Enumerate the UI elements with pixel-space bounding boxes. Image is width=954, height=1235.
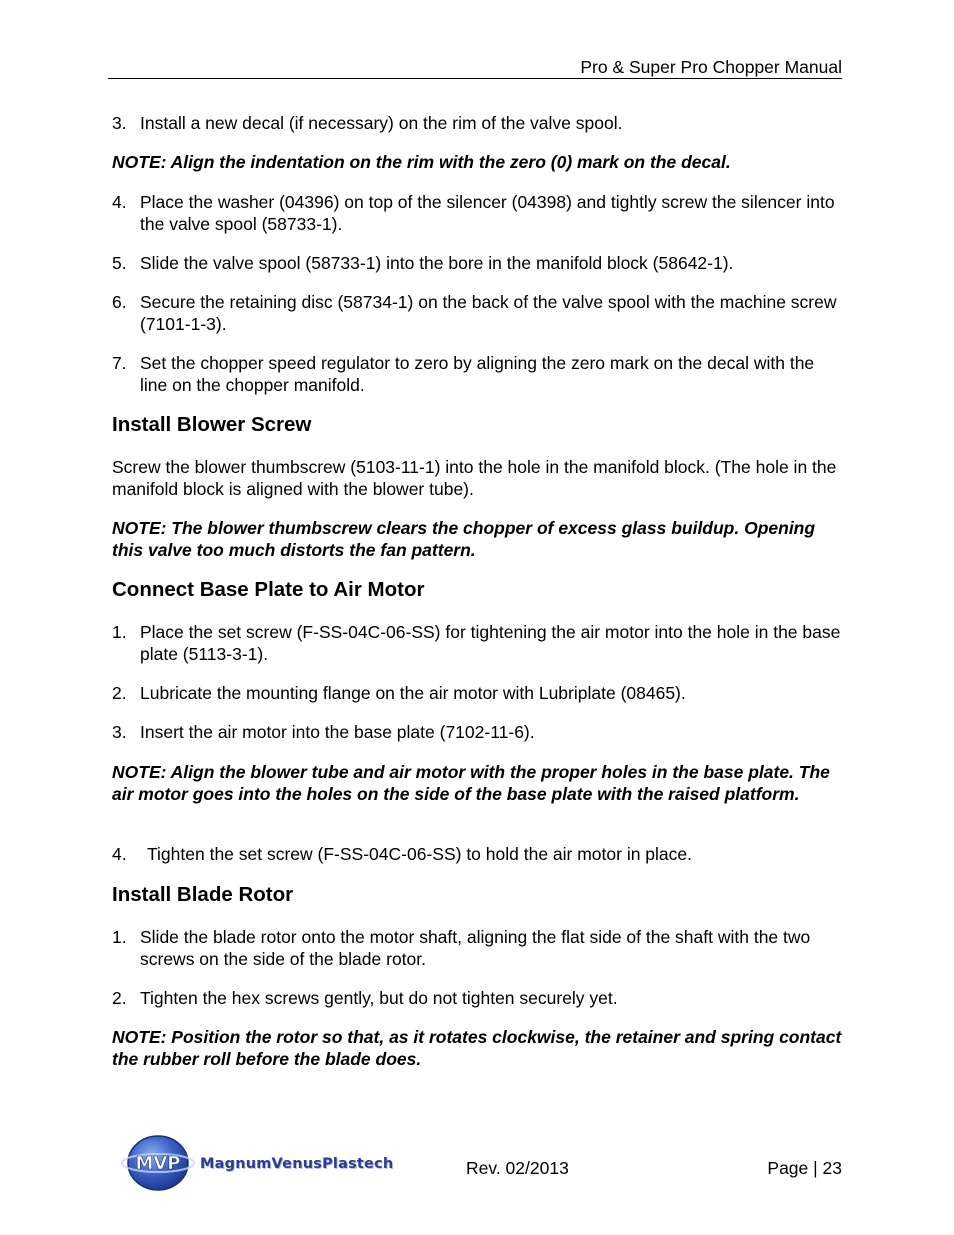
list-item-text: Slide the valve spool (58733-1) into the bore in the manifold block (58642-1). [140,253,734,273]
list-item-text: Insert the air motor into the base plate (7102-11-6). [140,722,535,742]
list-item-number: 3. [112,113,127,133]
heading-install-blower-screw: Install Blower Screw [112,413,312,436]
list-item [112,621,842,665]
list-item [112,352,842,396]
list-item-number: 2. [112,988,127,1008]
logo-wordmark: MagnumVenusPlastech [200,1156,394,1172]
list-item-text: Set the chopper speed regulator to zero by aligning the zero mark on the decal with the line on the chopper manifold. [140,353,815,395]
list-item-text: Secure the retaining disc (58734-1) on the back of the valve spool with the machine screw (7101-1-3). [140,292,837,334]
list-item [112,987,842,1009]
list-item [112,926,842,970]
list-item-number: 4. [112,844,127,864]
list-item-text: Place the washer (04396) on top of the silencer (04398) and tightly screw the silencer into the valve spool (58733-1). [140,192,835,234]
logo-mark-text: MVP [135,1153,181,1174]
list-item [112,252,842,274]
list-item-text: Install a new decal (if necessary) on the rim of the valve spool. [140,113,623,133]
list-item-text: Place the set screw (F-SS-04C-06-SS) for tightening the air motor into the hole in the base plate (5113-3-1). [140,622,841,664]
footer-revision: Rev. 02/2013 [466,1158,569,1178]
list-item [112,721,842,743]
list-item-number: 5. [112,253,127,273]
heading-install-blade-rotor: Install Blade Rotor [112,883,294,906]
note-blower-tube-alignment: NOTE: Align the blower tube and air motor with the proper holes in the base plate. The air motor goes into the holes on the side of the base plate with the raised platform. [112,762,830,804]
list-item-number: 7. [112,353,127,373]
list-item-number: 6. [112,292,127,312]
list-item [112,682,842,704]
list-item-number: 4. [112,192,127,212]
list-item-number: 2. [112,683,127,703]
list-item [112,291,842,335]
heading-connect-base-plate: Connect Base Plate to Air Motor [112,578,425,601]
note-align-indentation: NOTE: Align the indentation on the rim with the zero (0) mark on the decal. [112,152,731,172]
list-item-number: 1. [112,927,127,947]
list-item-number: 3. [112,722,127,742]
list-item [112,191,842,235]
note-rotor-position: NOTE: Position the rotor so that, as it rotates clockwise, the retainer and spring contact the rubber roll before the blade does. [112,1027,842,1069]
list-item-number: 1. [112,622,127,642]
company-logo [118,1132,408,1194]
list-item-text: Tighten the hex screws gently, but do not tighten securely yet. [140,988,618,1008]
mvp-logo-icon [118,1132,198,1194]
list-item-text: Lubricate the mounting flange on the air motor with Lubriplate (08465). [140,683,686,703]
list-item [112,112,842,134]
list-item [112,843,842,865]
header-rule [108,78,842,79]
header-title: Pro & Super Pro Chopper Manual [580,57,842,77]
list-item-text: Tighten the set screw (F-SS-04C-06-SS) to hold the air motor in place. [147,844,692,864]
footer-page-number: Page | 23 [767,1158,842,1178]
note-blower-thumbscrew: NOTE: The blower thumbscrew clears the chopper of excess glass buildup. Opening this valve too much distorts the fan pattern. [112,518,816,560]
blower-paragraph: Screw the blower thumbscrew (5103-11-1) into the hole in the manifold block. (The hole in the manifold block is aligned with the blower tube). [112,457,837,499]
list-item-text: Slide the blade rotor onto the motor shaft, aligning the flat side of the shaft with the two screws on the side of the blade rotor. [140,927,811,969]
